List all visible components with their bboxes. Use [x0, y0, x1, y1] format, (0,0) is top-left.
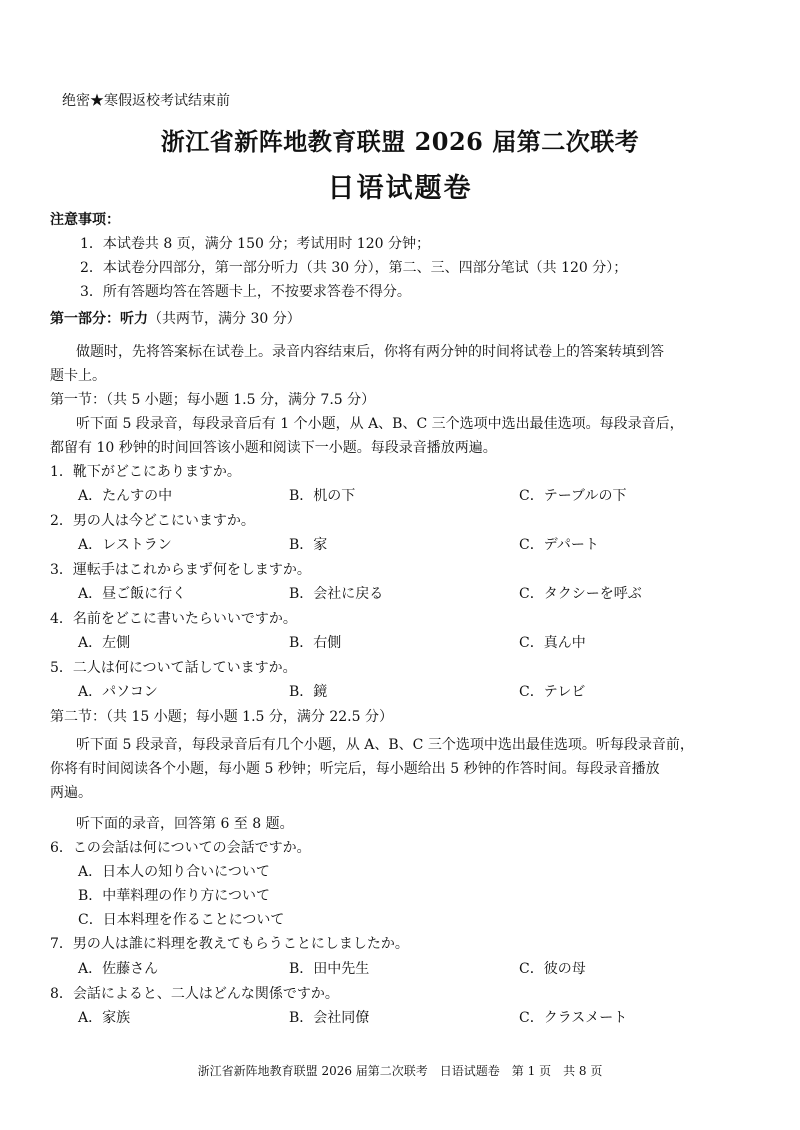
section2-instruction-line: 两遍。	[50, 785, 92, 801]
option-b: B．家	[289, 537, 328, 553]
option-b: B．中華料理の作り方について	[78, 888, 271, 904]
option-b: B．鏡	[289, 684, 328, 700]
exam-subtitle: 日语试题卷	[327, 173, 473, 204]
section1-instruction-line: 听下面 5 段录音，每段录音后有 1 个小题，从 A、B、C 三个选项中选出最佳选项。每段录音后，	[76, 416, 684, 432]
section1-instruction-line: 都留有 10 秒钟的时间回答该小题和阅读下一小题。每段录音播放两遍。	[50, 440, 497, 456]
option-a: A．家族	[78, 1010, 131, 1026]
option-c: C．テレビ	[519, 684, 586, 700]
option-b: B．会社同僚	[289, 1010, 370, 1026]
part1-intro-line: 题卡上。	[50, 368, 106, 384]
note-item: 1．本试卷共 8 页，满分 150 分；考试用时 120 分钟；	[80, 236, 430, 252]
section2-heading: 第二节：（共 15 小题；每小题 1.5 分，满分 22.5 分）	[50, 709, 393, 725]
page-footer: 浙江省新阵地教育联盟 2026 届第二次联考 日语试题卷 第 1 页 共 8 页	[197, 1064, 603, 1078]
question-8: 8．会話によると、二人はどんな関係ですか。	[50, 986, 339, 1002]
option-b: B．右側	[289, 635, 342, 651]
part1-heading-row	[50, 310, 301, 328]
part1-heading-note: （共两节，满分 30 分）	[148, 311, 301, 327]
notes-heading: 注意事项：	[50, 212, 120, 228]
section2-instruction-line: 听下面 5 段录音，每段录音后有几个小题，从 A、B、C 三个选项中选出最佳选项。听每段录音前，	[76, 737, 694, 753]
question-6: 6．この会話は何についての会話ですか。	[50, 840, 311, 856]
option-a: A．たんすの中	[78, 488, 173, 504]
note-item: 3．所有答题均答在答题卡上，不按要求答卷不得分。	[80, 284, 411, 300]
option-a: A．パソコン	[78, 684, 158, 700]
option-c: C．日本料理を作ることについて	[78, 912, 285, 928]
option-b: B．机の下	[289, 488, 356, 504]
option-b: B．田中先生	[289, 961, 370, 977]
option-c: C．テーブルの下	[519, 488, 627, 504]
option-c: C．クラスメート	[519, 1010, 628, 1026]
option-c: C．タクシーを呼ぶ	[519, 586, 642, 602]
option-c: C．デパート	[519, 537, 599, 553]
note-item: 2．本试卷分四部分，第一部分听力（共 30 分），第二、三、四部分笔试（共 120 分）；	[80, 260, 628, 276]
question-2: 2．男の人は今どこにいますか。	[50, 513, 255, 529]
option-a: A．昼ご飯に行く	[78, 586, 187, 602]
option-a: A．日本人の知り合いについて	[78, 864, 270, 880]
confidential-label: 绝密★寒假返校考试结束前	[62, 93, 230, 109]
option-c: C．彼の母	[519, 961, 586, 977]
part1-heading: 第一部分：听力	[50, 311, 148, 327]
option-a: A．佐藤さん	[78, 961, 159, 977]
question-5: 5．二人は何について話していますか。	[50, 660, 297, 676]
option-a: A．左側	[78, 635, 131, 651]
question-1: 1．靴下がどこにありますか。	[50, 464, 241, 480]
group-intro: 听下面的录音，回答第 6 至 8 题。	[76, 816, 294, 832]
section2-instruction-line: 你将有时间阅读各个小题，每小题 5 秒钟；听完后，每小题给出 5 秒钟的作答时间。每段录音播放	[50, 761, 660, 777]
option-c: C．真ん中	[519, 635, 586, 651]
question-7: 7．男の人は誰に料理を教えてもらうことにしましたか。	[50, 936, 409, 952]
option-b: B．会社に戻る	[289, 586, 384, 602]
section1-heading: 第一节：（共 5 小题；每小题 1.5 分，满分 7.5 分）	[50, 392, 376, 408]
question-4: 4．名前をどこに書いたらいいですか。	[50, 611, 297, 627]
question-3: 3．運転手はこれからまず何をしますか。	[50, 562, 311, 578]
part1-intro-line: 做题时，先将答案标在试卷上。录音内容结束后，你将有两分钟的时间将试卷上的答案转填到答	[76, 344, 664, 360]
option-a: A．レストラン	[78, 537, 172, 553]
exam-title: 浙江省新阵地教育联盟 2026 届第二次联考	[160, 127, 640, 156]
